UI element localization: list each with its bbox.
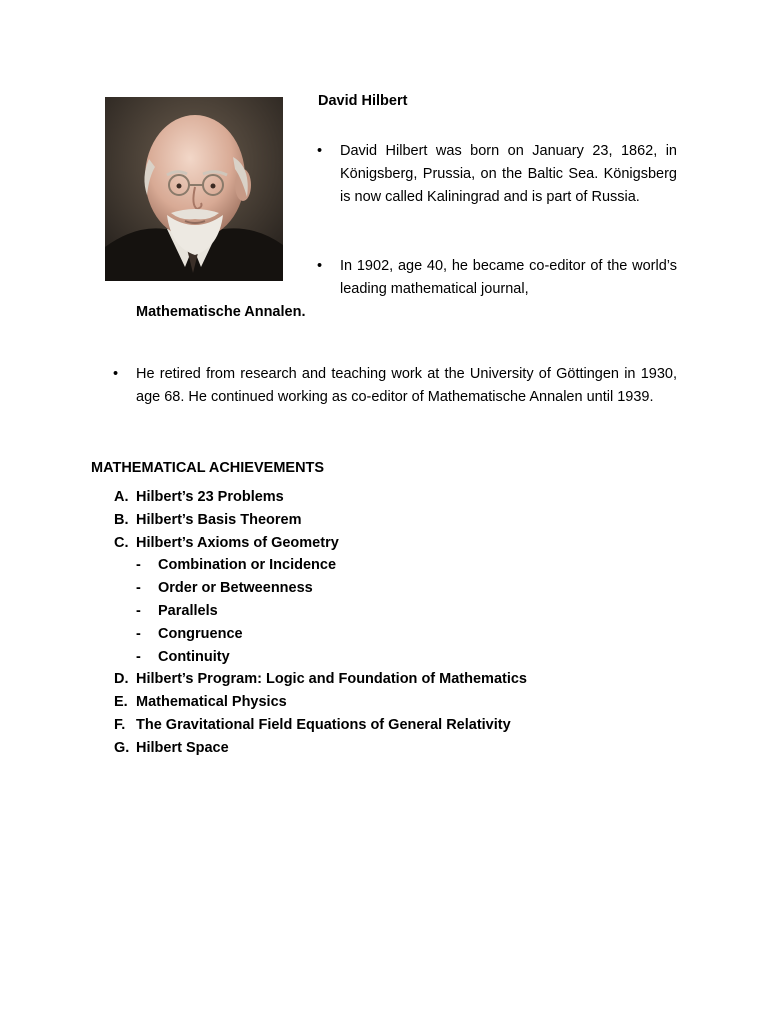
bullet-item-coeditor	[317, 255, 677, 301]
sub-list-item	[114, 554, 674, 577]
list-text: Hilbert Space	[136, 739, 229, 756]
list-item	[114, 532, 674, 555]
list-letter: D.	[114, 671, 129, 688]
list-text: Hilbert’s Axioms of Geometry	[136, 534, 339, 551]
list-letter: C.	[114, 534, 129, 551]
bullet-symbol: •	[113, 366, 119, 382]
list-text: Mathematical Physics	[136, 694, 287, 711]
sub-list-text: Order or Betweenness	[158, 580, 313, 597]
list-item	[114, 737, 674, 760]
sub-list-item	[114, 646, 674, 669]
bullet-symbol: •	[317, 258, 323, 274]
bullet-item-retirement	[113, 363, 677, 409]
sub-list-text: Parallels	[158, 602, 218, 619]
sub-list-text: Continuity	[158, 648, 230, 665]
list-item	[114, 486, 674, 509]
sub-list-dash: -	[136, 557, 141, 574]
bullet-symbol: •	[317, 143, 323, 159]
list-text: Hilbert’s Program: Logic and Foundation of Mathematics	[136, 671, 527, 688]
sub-list-dash: -	[136, 580, 141, 597]
sub-list-item	[114, 577, 674, 600]
list-item	[114, 714, 674, 737]
list-letter: E.	[114, 694, 128, 711]
list-item	[114, 509, 674, 532]
list-letter: A.	[114, 489, 129, 505]
achievements-list	[114, 486, 674, 760]
list-letter: B.	[114, 511, 129, 528]
sub-list-text: Congruence	[158, 625, 243, 642]
list-item	[114, 691, 674, 714]
bullet-text: He retired from research and teaching work at the University of Göttingen in 1930, age 68. He continued working as co-editor of Mathematische Annalen until 1939.	[136, 366, 677, 405]
journal-name: Mathematische Annalen.	[136, 304, 306, 320]
sub-list-item	[114, 600, 674, 623]
list-item	[114, 668, 674, 691]
bullet-text: David Hilbert was born on January 23, 1862, in Königsberg, Prussia, on the Baltic Sea. Königsberg is now called Kaliningrad and is part of Russia.	[340, 143, 677, 205]
section-heading: MATHEMATICAL ACHIEVEMENTS	[91, 460, 325, 476]
list-text: The Gravitational Field Equations of General Relativity	[136, 716, 511, 733]
sub-list-dash: -	[136, 602, 141, 619]
sub-list-dash: -	[136, 625, 141, 642]
bullet-text: In 1902, age 40, he became co-editor of the world’s leading mathematical journal,	[340, 258, 677, 297]
sub-list-dash: -	[136, 648, 141, 665]
list-text: Hilbert’s 23 Problems	[136, 489, 284, 505]
bullet-item-birth	[317, 140, 677, 209]
list-letter: G.	[114, 739, 130, 756]
portrait-image	[105, 97, 283, 281]
sub-list-text: Combination or Incidence	[158, 557, 337, 574]
list-text: Hilbert’s Basis Theorem	[136, 511, 302, 528]
sub-list-item	[114, 623, 674, 646]
list-letter: F.	[114, 716, 126, 733]
page-title: David Hilbert	[318, 93, 408, 109]
